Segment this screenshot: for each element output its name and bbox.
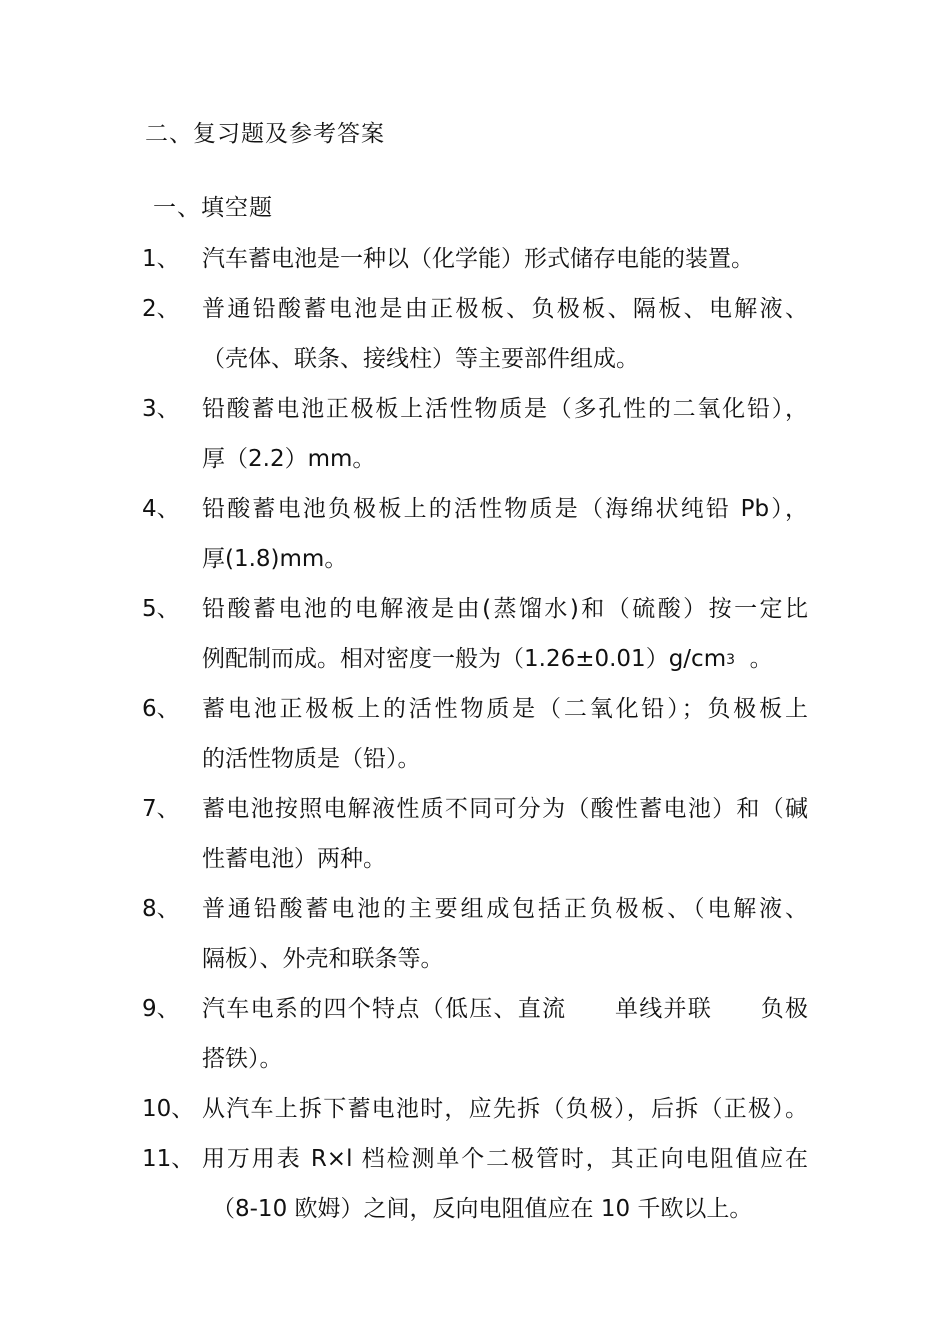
question-line: 铅酸蓄电池的电解液是由(蒸馏水)和（硫酸）按一定比 [202, 596, 808, 622]
question-line: 普通铅酸蓄电池的主要组成包括正负极板、（电解液、 [202, 896, 808, 922]
section-title: 一、填空题 [153, 195, 273, 221]
question-line: 蓄电池按照电解液性质不同可分为（酸性蓄电池）和（碱 [202, 796, 808, 822]
question-number: 8、 [142, 896, 180, 922]
unit-superscript: 3 [726, 652, 736, 668]
question-number: 7、 [142, 796, 180, 822]
question-number: 3、 [142, 396, 180, 422]
question-line: 性蓄电池）两种。 [202, 846, 386, 872]
question-number: 5、 [142, 596, 180, 622]
question-line: 蓄电池正极板上的活性物质是（二氧化铅）；负极板上 [202, 696, 808, 722]
question-line: 厚(1.8)mm。 [202, 546, 348, 572]
question-line: 搭铁）。 [202, 1046, 283, 1072]
question-line: 汽车电系的四个特点（低压、直流 单线并联 负极 [202, 996, 808, 1022]
question-number: 6、 [142, 696, 180, 722]
question-line: 厚（2.2）mm。 [202, 446, 376, 472]
question-number: 9、 [142, 996, 180, 1022]
question-line: 汽车蓄电池是一种以（化学能）形式储存电能的装置。 [202, 246, 754, 272]
question-line: 铅酸蓄电池正极板上活性物质是（多孔性的二氧化铅）， [202, 396, 808, 422]
question-line-text: 例配制而成。相对密度一般为（1.26±0.01）g/cm [202, 646, 727, 672]
question-line-tail: 。 [735, 646, 773, 672]
question-line: 铅酸蓄电池负极板上的活性物质是（海绵状纯铅 Pb）， [202, 496, 808, 522]
question-number: 1、 [142, 246, 180, 272]
question-number: 10、 [142, 1096, 195, 1122]
question-line: 隔板）、外壳和联条等。 [202, 946, 444, 972]
question-line: 普通铅酸蓄电池是由正极板、负极板、隔板、电解液、 [202, 296, 808, 322]
question-number: 4、 [142, 496, 180, 522]
document-title: 二、复习题及参考答案 [145, 121, 385, 147]
question-number: 2、 [142, 296, 180, 322]
question-number: 11、 [142, 1146, 195, 1172]
question-line: 用万用表 R×l 档检测单个二极管时，其正向电阻值应在 [202, 1146, 808, 1172]
question-line: （8-10 欧姆）之间，反向电阻值应在 10 千欧以上。 [212, 1196, 753, 1222]
question-line: （壳体、联条、接线柱）等主要部件组成。 [202, 346, 639, 372]
question-line: 的活性物质是（铅）。 [202, 746, 421, 772]
question-line: 从汽车上拆下蓄电池时，应先拆（负极），后拆（正极）。 [202, 1096, 808, 1122]
question-line [202, 643, 808, 676]
